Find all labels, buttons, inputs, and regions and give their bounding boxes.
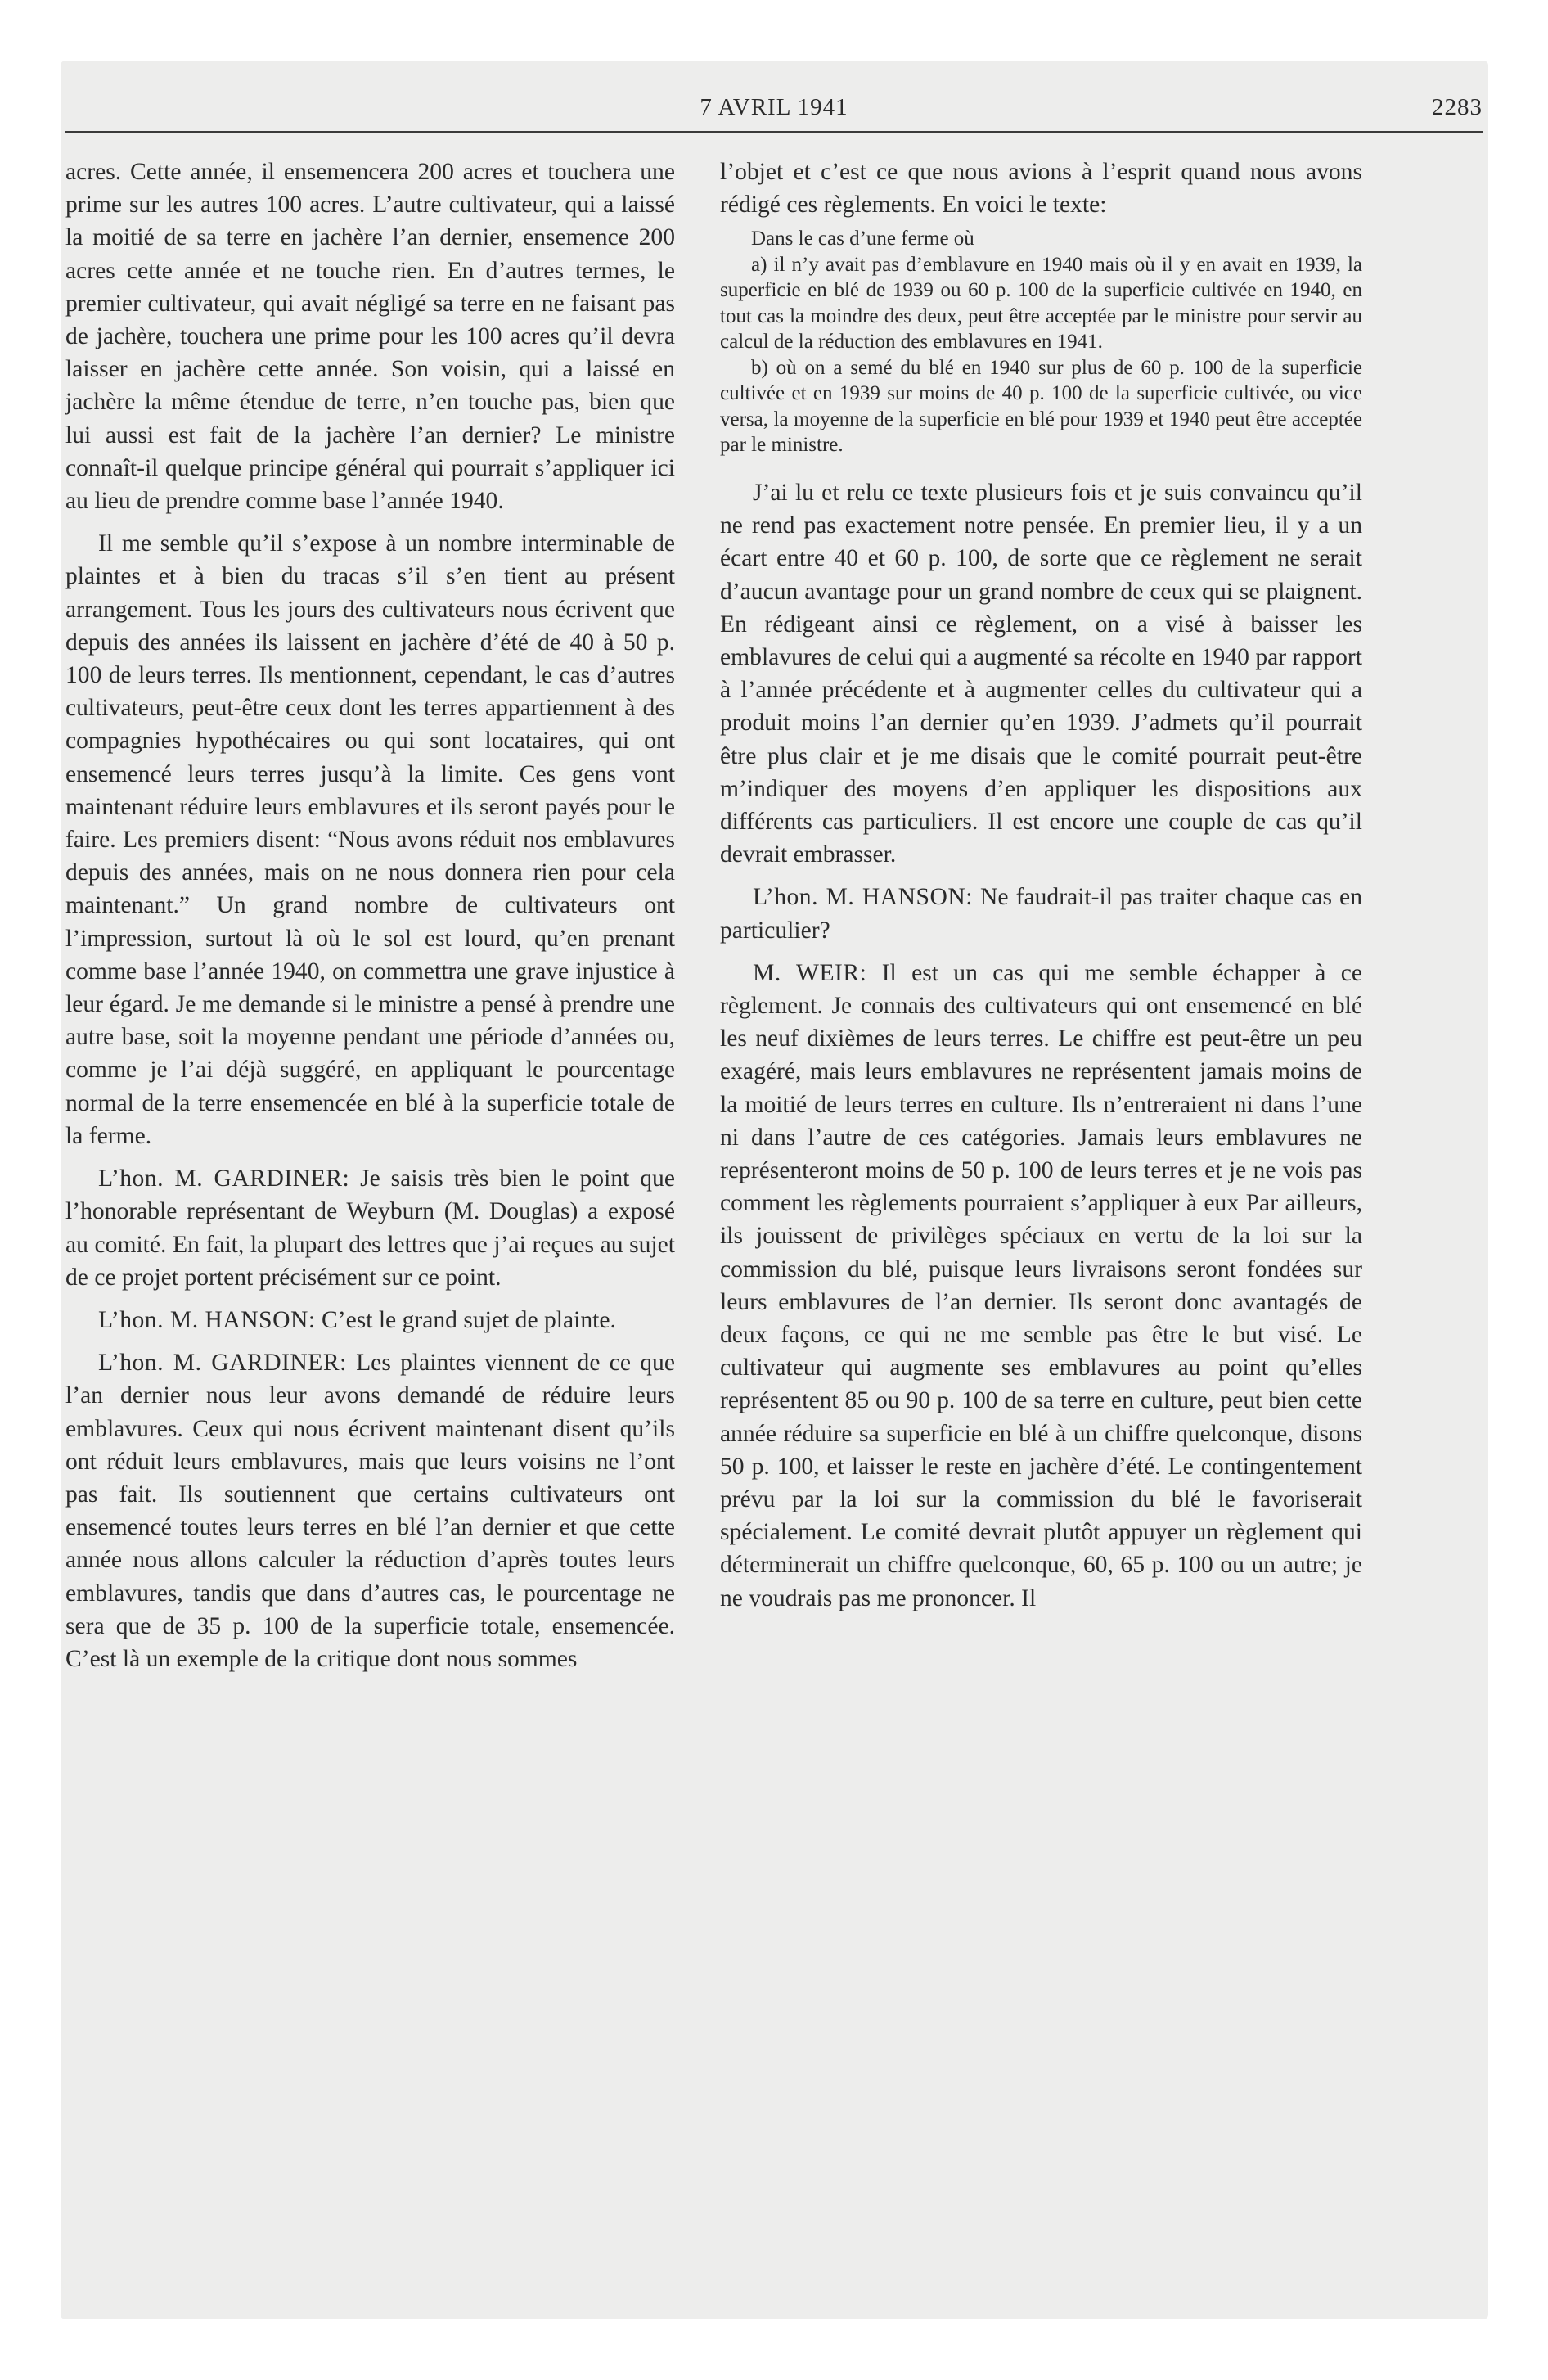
paragraph <box>65 1304 675 1336</box>
paragraph <box>720 881 1362 946</box>
quoted-regulation: Dans le cas d’une ferme où <box>751 228 974 250</box>
speech-text: Les plaintes viennent de ce que l’an dernier nous leur avons demandé de réduire leurs emblavures. Ceux qui nous écrivent maintenant disent qu’ils ont réduit leurs emblavures, mais que leurs voisins ne l’ont pas fait. Ils soutiennent que certains cultivateurs ont ensemencé toutes leurs terres en blé l’an dernier et que cette année nous allons calculer la réduction d’après toutes leurs emblavures, tandis que dans d’autres cas, le pourcentage ne sera que de 35 p. 100 de la superficie totale, ensemencée. C’est là un exemple de la critique dont nous sommes <box>65 1350 675 1672</box>
page-date: 7 AVRIL 1941 <box>700 94 848 120</box>
speaker-name: M. WEIR: <box>753 959 867 986</box>
speech-text: C’est le grand sujet de plainte. <box>321 1306 616 1333</box>
speaker-name: L’hon. M. GARDINER: <box>98 1165 350 1192</box>
paragraph: l’objet et c’est ce que nous avions à l’esprit quand nous avons rédigé ces règlements. En voici le texte: <box>720 159 1362 219</box>
page-header <box>65 94 1483 135</box>
paragraph: J’ai lu et relu ce texte plusieurs fois et je suis convaincu qu’il ne rend pas exactement notre pensée. En premier lieu, il y a un écart entre 40 et 60 p. 100, de sorte que ce règlement ne serait d’aucun avantage pour un grand nombre de ceux qui se plaignent. En rédigeant ainsi ce règlement, on a visé à baisser les emblavures de celui qui a augmenté sa récolte en 1940 par rapport à l’année précédente et à augmenter celles du cultivateur qui a produit moins l’an dernier qu’en 1939. J’admets qu’il pourrait être plus clair et je me disais que le comité pourrait peut-être m’indiquer des moyens d’en appliquer les dispositions aux différents cas particuliers. Il est encore une couple de cas qu’il devrait embrasser. <box>720 479 1362 868</box>
paragraph <box>65 1162 675 1294</box>
paragraph: Il me semble qu’il s’expose à un nombre interminable de plaintes et à bien du tracas s’il s’en tient au présent arrangement. Tous les jours des cultivateurs nous écrivent que depuis des années ils laissent en jachère d’été de 40 à 50 p. 100 de leurs terres. Ils mentionnent, cependant, le cas d’autres cultivateurs, peut-être ceux dont les terres appartiennent à des compagnies hypothécaires ou qui sont locataires, qui ont ensemencé leurs terres jusqu’à la limite. Ces gens vont maintenant réduire leurs emblavures et ils seront payés pour le faire. Les premiers disent: “Nous avons réduit nos emblavures depuis des années, mais on ne nous donnera rien pour cela maintenant.” Un grand nombre de cultivateurs ont l’impression, surtout là où le sol est lourd, qu’en prenant comme base l’année 1940, on commettra une grave injustice à leur égard. Je me demande si le ministre a pensé à prendre une autre base, soit la moyenne pendant une période d’années ou, comme je l’ai déjà suggéré, en appliquant le pourcentage normal de la terre ensemencée en blé à la superficie totale de la ferme. <box>65 530 675 1149</box>
speech-text: Il est un cas qui me semble échapper à ce règlement. Je connais des cultivateurs qui ont ensemencé en blé les neuf dixièmes de leurs terres. Le chiffre est peut-être un peu exagéré, mais leurs emblavures ne représentent jamais moins de la moitié de leurs terres en culture. Ils n’entreraient ni dans l’une ni dans l’autre de ces catégories. Jamais leurs emblavures ne représenteront moins de 50 p. 100 de leurs terres et je ne vois pas comment les règlements pourraient s’appliquer à eux Par ailleurs, ils jouissent de privilèges spéciaux en vertu de la loi sur la commission du blé, puisque leurs livraisons seront fondées sur leurs emblavures de l’an dernier. Ils seront donc avantagés de deux façons, ce qui ne me semble pas être le but visé. Le cultivateur qui augmente ses emblavures au point qu’elles représentent 85 ou 90 p. 100 de sa terre en culture, peut bien cette année réduire sa superficie en blé à un chiffre quelconque, disons 50 p. 100, et laisser le reste en jachère d’été. Le contingentement prévu par la loi sur la commission du blé le favoriserait spécialement. Le comité devrait plutôt appuyer un règlement qui déterminerait un chiffre quelconque, 60, 65 p. 100 ou un autre; je ne voudrais pas me prononcer. Il <box>720 959 1363 1611</box>
speaker-name: L’hon. M. HANSON: <box>98 1306 316 1333</box>
left-column <box>65 156 675 1675</box>
speaker-name: L’hon. M. GARDINER: <box>98 1350 347 1377</box>
paragraph <box>65 1346 675 1675</box>
paragraph: acres. Cette année, il ensemencera 200 acres et touchera une prime sur les autres 100 acres. L’autre cultivateur, qui a laissé la moitié de sa terre en jachère l’an dernier, ensemence 200 acres cette année et ne touche rien. En d’autres termes, le premier cultivateur, qui avait négligé sa terre en ne faisant pas de jachère, touchera une prime pour les 100 acres qu’il devra laisser en jachère cette année. Son voisin, qui a laissé en jachère la même étendue de terre, n’en touche pas, bien que lui aussi est fait de la jachère l’an dernier? Le ministre connaît-il quelque principe général qui pourrait s’appliquer ici au lieu de prendre comme base l’année 1940. <box>65 159 675 515</box>
speech-text: Je saisis très bien le point que l’honorable représentant de Weyburn (M. Douglas) a exposé au comité. En fait, la plupart des lettres que j’ai reçues au sujet de ce projet portent précisément sur ce point. <box>65 1165 675 1291</box>
paragraph <box>720 957 1362 1615</box>
speaker-name: L’hon. M. HANSON: <box>753 884 973 911</box>
quoted-regulation: a) il n’y avait pas d’emblavure en 1940 mais où il y en avait en 1939, la superficie en blé de 1939 ou 60 p. 100 de la superficie cultivée en 1940, en tout cas la moindre des deux, peut être acceptée par le ministre pour servir au calcul de la réduction des emblavures en 1941. <box>720 253 1362 354</box>
speech-text: Ne faudrait-il pas traiter chaque cas en particulier? <box>720 884 1362 944</box>
header-rule <box>65 131 1483 133</box>
page-number: 2283 <box>1432 94 1483 120</box>
quoted-regulation: b) où on a semé du blé en 1940 sur plus de 60 p. 100 de la superficie cultivée et en 1939 sur moins de 40 p. 100 de la superficie cultivée, ou vice versa, la moyenne de la superficie en blé pour 1939 et 1940 peut être acceptée par le ministre. <box>720 356 1362 457</box>
right-column <box>720 156 1362 1615</box>
